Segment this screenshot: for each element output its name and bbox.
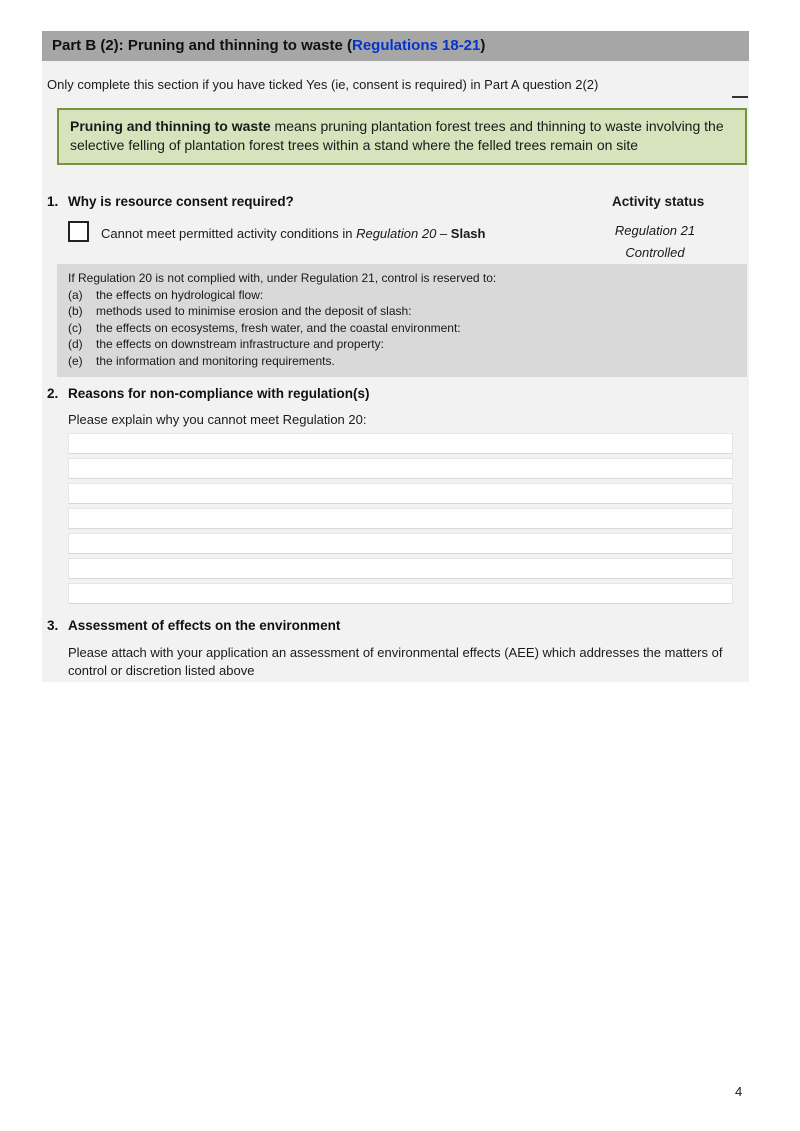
activity-status-value (585, 220, 725, 264)
activity-status-class: Controlled (625, 245, 685, 260)
control-matter-text: the effects on downstream infrastructure and property: (96, 337, 384, 351)
control-matter-item (68, 320, 737, 337)
control-matter-text: methods used to minimise erosion and the deposit of slash: (96, 304, 412, 318)
control-matter-label: (b) (68, 304, 83, 318)
control-matter-item (68, 353, 737, 370)
question-1-title-text: Why is resource consent required? (68, 194, 294, 209)
slash-condition-label (101, 226, 485, 241)
control-matters-intro: If Regulation 20 is not complied with, under Regulation 21, control is reserved to: (68, 271, 497, 285)
control-matter-label: (a) (68, 287, 83, 302)
question-2-prompt: Please explain why you cannot meet Regulation 20: (68, 412, 367, 427)
question-3-title-text: Assessment of effects on the environment (68, 618, 341, 633)
control-matter-label: (c) (68, 320, 82, 335)
section-header (42, 31, 749, 61)
question-2-title-text: Reasons for non-compliance with regulation(s) (68, 386, 370, 401)
answer-line-5[interactable] (68, 533, 733, 554)
checkbox-label-slash: Slash (450, 226, 486, 241)
answer-lines (68, 433, 733, 608)
definition-term: Pruning and thinning to waste (70, 118, 271, 134)
control-matter-text: the information and monitoring requirements. (96, 353, 335, 368)
intro-note: Only complete this section if you have ticked Yes (ie, consent is required) in Part A question 2(2) (47, 77, 599, 92)
slash-condition-checkbox[interactable] (68, 221, 89, 242)
question-2-title (47, 386, 370, 401)
control-matter-item (68, 287, 737, 304)
answer-line-4[interactable] (68, 508, 733, 529)
activity-status-regulation: Regulation 21 (614, 223, 696, 238)
control-matter-text: the effects on hydrological flow: (96, 287, 264, 302)
answer-line-6[interactable] (68, 558, 733, 579)
question-1-number: 1. (47, 194, 59, 209)
control-matter-item (68, 303, 737, 320)
section-title-suffix: ) (480, 37, 486, 54)
control-matter-text: the effects on ecosystems, fresh water, and the coastal environment: (96, 320, 461, 335)
answer-line-3[interactable] (68, 483, 733, 504)
regulations-link[interactable]: Regulations 18-21 (352, 37, 481, 54)
checkbox-label-prefix: Cannot meet permitted activity conditions in (101, 226, 357, 241)
answer-line-1[interactable] (68, 433, 733, 454)
checkbox-label-dash: – (436, 226, 451, 241)
edge-mark (732, 96, 748, 98)
question-1-title (47, 194, 294, 209)
page-number: 4 (735, 1084, 743, 1099)
control-matter-label: (e) (68, 353, 83, 368)
checkbox-label-regulation: Regulation 20 (356, 226, 437, 241)
control-matter-item (68, 336, 737, 353)
question-3-title (47, 618, 340, 633)
answer-line-2[interactable] (68, 458, 733, 479)
control-matters-box (57, 264, 747, 377)
section-title-prefix: Part B (2): Pruning and thinning to waste ( (52, 37, 352, 54)
control-matter-label: (d) (68, 337, 83, 351)
answer-line-7[interactable] (68, 583, 733, 604)
question-3-number: 3. (47, 618, 59, 633)
definition-box (57, 108, 747, 165)
question-2-number: 2. (47, 386, 59, 401)
question-3-text: Please attach with your application an assessment of environmental effects (AEE) which addresses the matters of control or discretion listed above (68, 645, 723, 678)
definition-text: means pruning plantation forest trees and thinning to waste involving the selective felling of plantation forest trees within a stand where the felled trees remain on site (70, 118, 724, 153)
activity-status-label: Activity status (612, 194, 705, 209)
